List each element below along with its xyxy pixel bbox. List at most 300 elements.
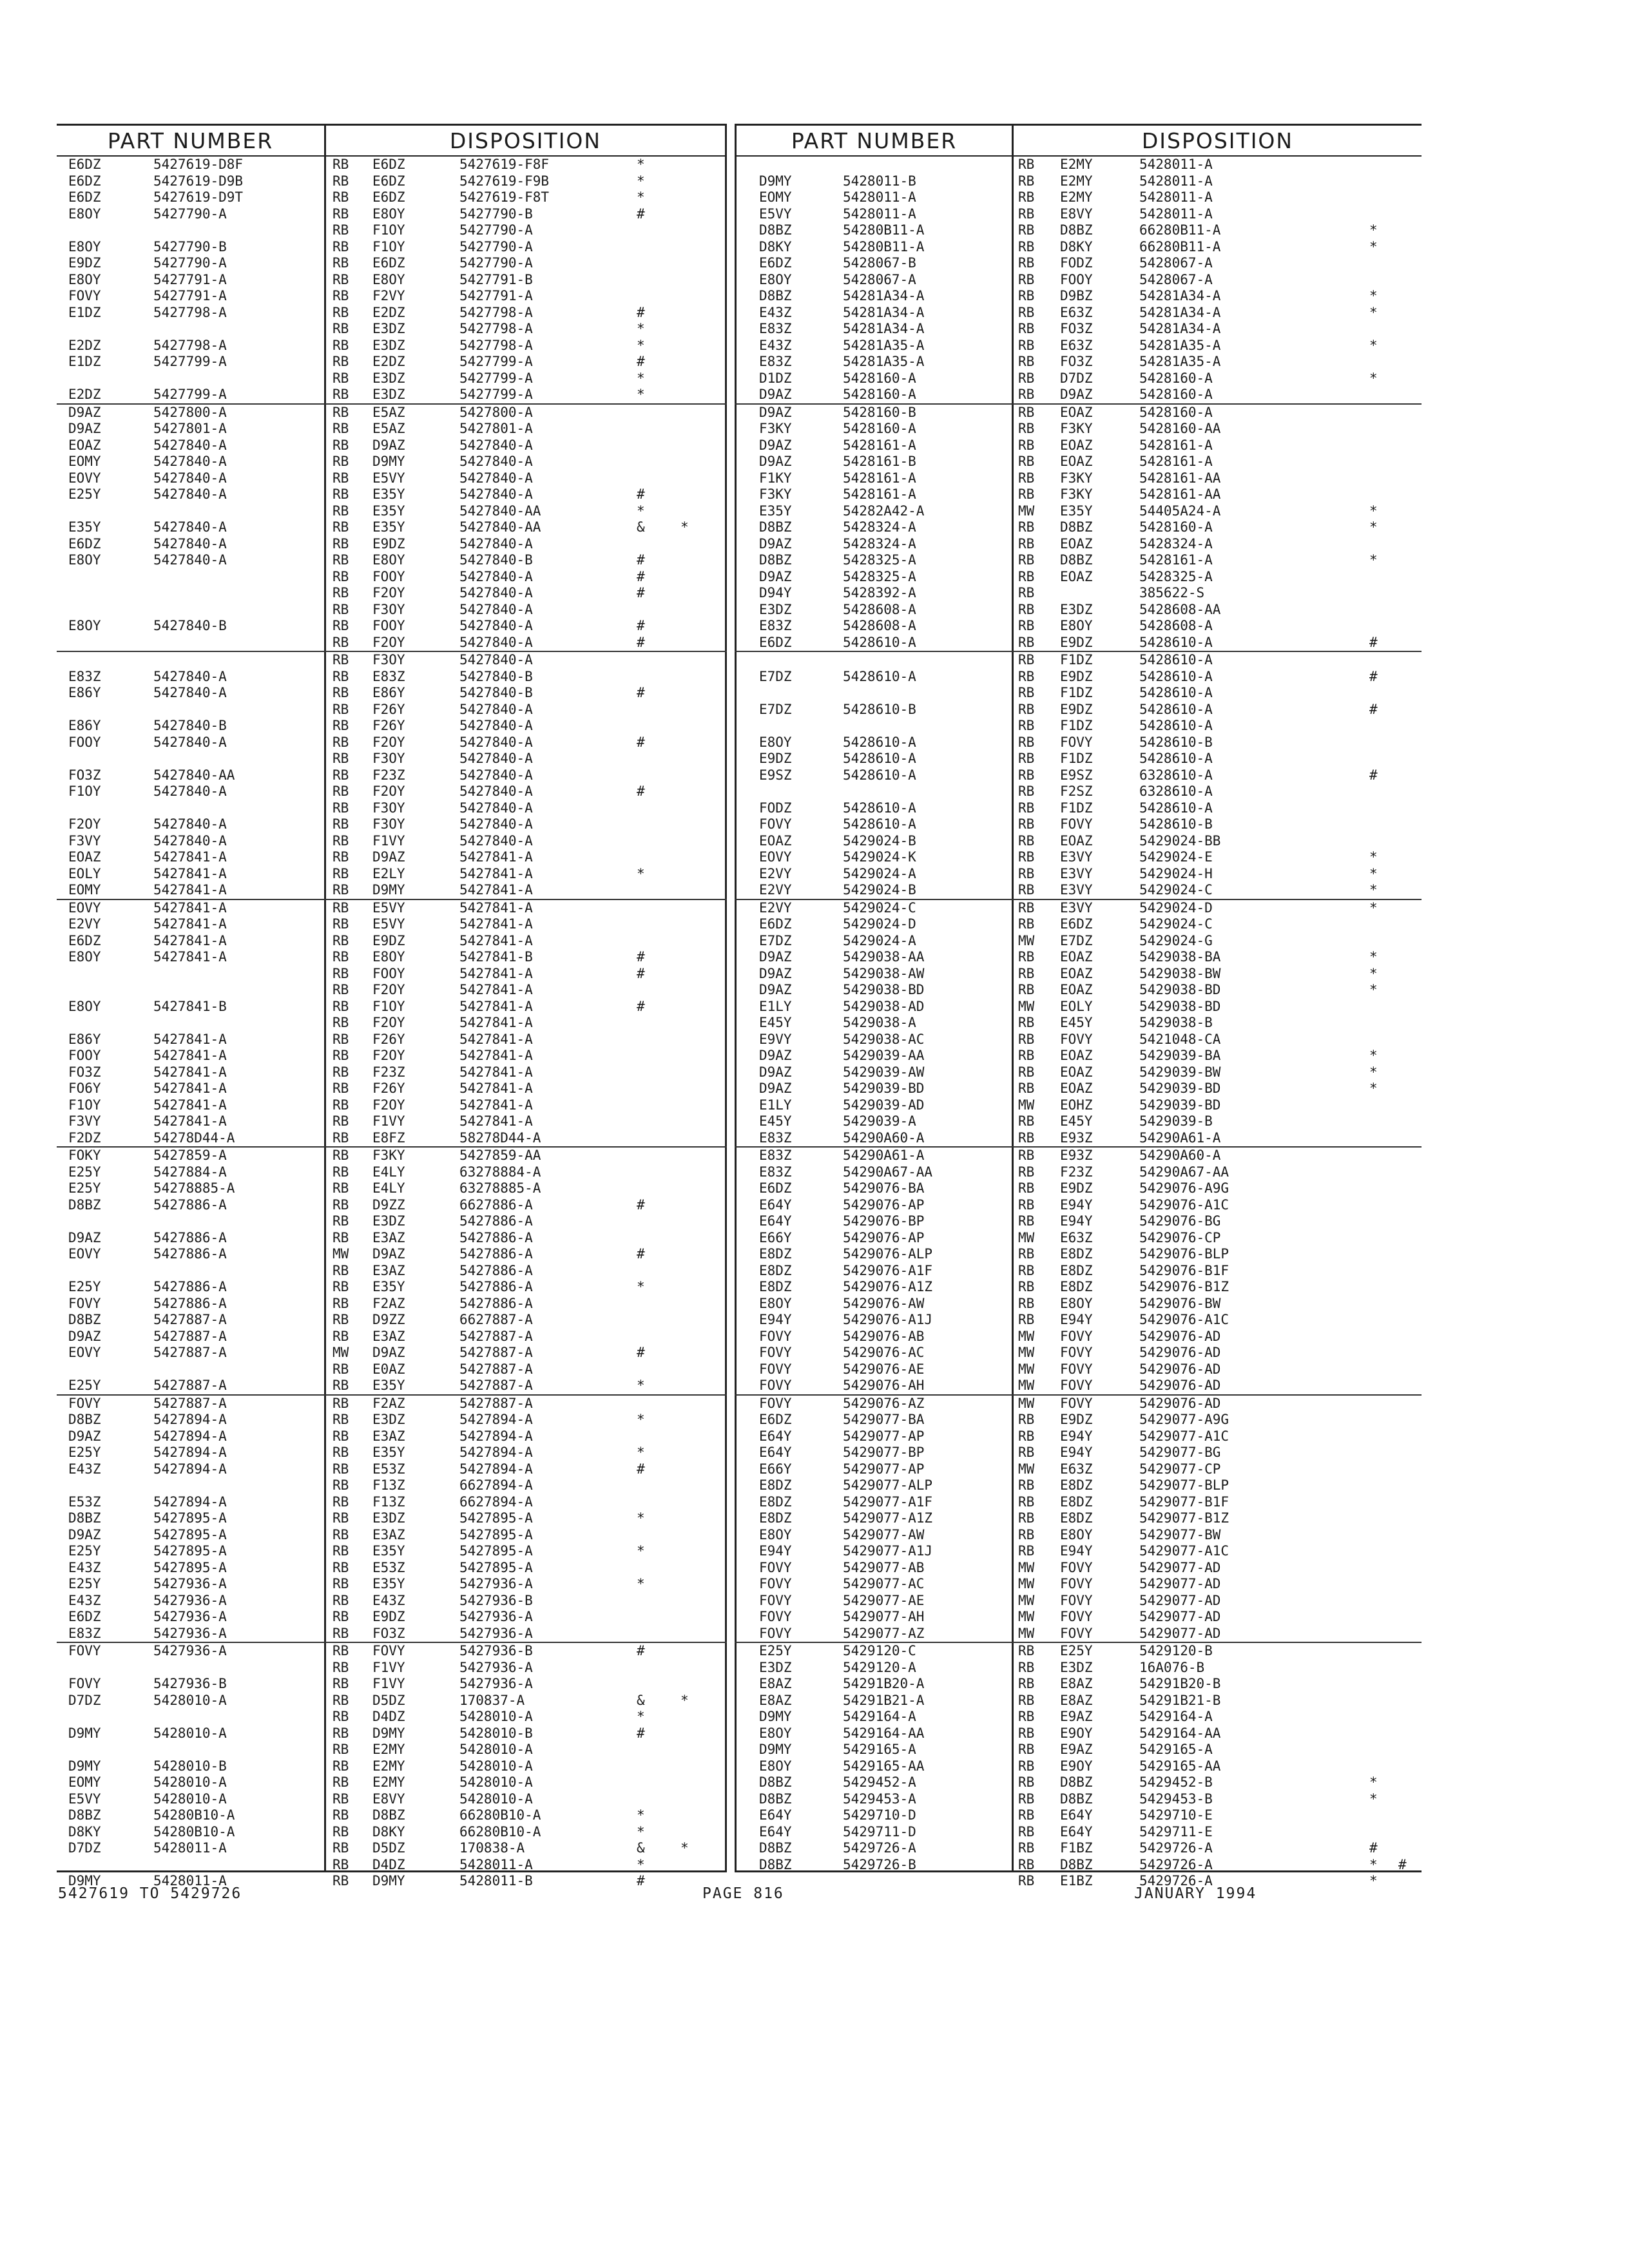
new-part-number: 5427840-A xyxy=(459,535,533,552)
disposition-code: RB xyxy=(333,1081,349,1096)
part-number: 5427841-A xyxy=(153,882,227,898)
part-number: 5429165-A xyxy=(843,1742,916,1757)
part-number: 5427790-A xyxy=(153,206,227,222)
table-row xyxy=(57,552,727,569)
part-number: 5427936-A xyxy=(153,1643,227,1658)
new-model-code: E7DZ xyxy=(1060,932,1093,948)
new-model-code: F3OY xyxy=(372,601,405,617)
table-row xyxy=(735,1824,1422,1841)
model-code: E6DZ xyxy=(68,189,101,205)
table-row xyxy=(735,882,1422,900)
part-number: 5428610-A xyxy=(843,816,916,832)
new-part-number: 54290A60-A xyxy=(1139,1148,1221,1163)
table-row xyxy=(57,387,727,405)
table-row xyxy=(57,1345,727,1361)
part-number: 5427841-A xyxy=(153,1031,227,1047)
new-part-number: 6627886-A xyxy=(459,1196,533,1213)
model-code: E8OY xyxy=(68,949,101,965)
part-number: 5428610-A xyxy=(843,734,916,750)
table-row xyxy=(735,173,1422,190)
table-row xyxy=(57,1791,727,1808)
part-number: 54280B11-A xyxy=(843,238,925,255)
new-part-number: 5428010-A xyxy=(459,1742,533,1757)
disposition-code: RB xyxy=(1018,849,1035,865)
disposition-code: RB xyxy=(1018,1709,1035,1724)
part-number: 5427791-A xyxy=(153,288,227,303)
new-part-number: 5428161-AA xyxy=(1139,470,1221,486)
disposition-code: RB xyxy=(1018,1312,1035,1327)
table-row xyxy=(57,1660,727,1677)
marker: # xyxy=(637,1643,645,1658)
new-part-number: 170838-A xyxy=(459,1840,525,1856)
disposition-code: RB xyxy=(333,189,349,205)
model-code: F1KY xyxy=(759,470,792,486)
table-row xyxy=(57,1081,727,1097)
part-number: 5427840-A xyxy=(153,519,227,535)
model-code: E8DZ xyxy=(759,1510,792,1526)
part-number: 5427841-A xyxy=(153,865,227,881)
part-number: 5428010-B xyxy=(153,1758,227,1774)
table-row xyxy=(57,1543,727,1560)
new-model-code: E8AZ xyxy=(1060,1692,1093,1708)
marker: # xyxy=(637,949,645,965)
new-model-code: E9DZ xyxy=(1060,668,1093,684)
disposition-code: RB xyxy=(333,1412,349,1427)
model-code: E6DZ xyxy=(68,157,101,172)
model-code: E83Z xyxy=(759,354,792,369)
marker: * xyxy=(680,1840,689,1856)
part-number-header: PART NUMBER xyxy=(57,127,324,157)
model-code: E64Y xyxy=(759,1428,792,1444)
new-part-number: 5429076-A1C xyxy=(1139,1196,1229,1213)
new-model-code: D8BZ xyxy=(1060,519,1093,535)
new-part-number: 5428161-A xyxy=(1139,454,1213,469)
new-model-code: E35Y xyxy=(372,1576,405,1591)
part-number: 5429077-AB xyxy=(843,1559,925,1575)
new-part-number: 5429076-AD xyxy=(1139,1378,1221,1393)
part-number: 5428160-A xyxy=(843,370,916,386)
model-code: D9MY xyxy=(68,1873,101,1888)
model-code: E6DZ xyxy=(68,1609,101,1624)
part-number: 5428010-A xyxy=(153,1774,227,1790)
table-row xyxy=(735,949,1422,966)
new-model-code: FOOY xyxy=(372,568,405,584)
new-model-code: D9MY xyxy=(372,882,405,898)
new-part-number: 5429024-H xyxy=(1139,865,1213,881)
marker: * xyxy=(680,519,689,535)
table-row xyxy=(57,1576,727,1593)
model-code: E8OY xyxy=(759,1295,792,1311)
new-model-code: E8OY xyxy=(372,271,405,287)
table-row xyxy=(57,833,727,850)
part-number: 5427840-B xyxy=(153,618,227,633)
disposition-code: MW xyxy=(1018,1345,1035,1360)
disposition-code: RB xyxy=(1018,1213,1035,1229)
new-model-code: FOOY xyxy=(372,618,405,633)
table-row xyxy=(57,1180,727,1197)
disposition-code: RB xyxy=(333,1113,349,1129)
new-part-number: 5427886-A xyxy=(459,1229,533,1245)
table-row xyxy=(57,1758,727,1775)
new-part-number: 5427840-A xyxy=(459,734,533,750)
marker: * xyxy=(1369,337,1378,353)
new-part-number: 54405A24-A xyxy=(1139,503,1221,519)
disposition-code: RB xyxy=(333,718,349,733)
part-number: 54280B10-A xyxy=(153,1823,235,1840)
model-code: E83Z xyxy=(68,1625,101,1641)
part-number: 5427936-A xyxy=(153,1592,227,1608)
marker: * xyxy=(637,865,645,881)
model-code: D8BZ xyxy=(68,1412,101,1427)
model-code: D8BZ xyxy=(68,1312,101,1327)
model-code: E45Y xyxy=(759,1113,792,1129)
new-model-code: E35Y xyxy=(372,1543,405,1559)
table-row xyxy=(735,437,1422,454)
model-code: EOMY xyxy=(68,1774,101,1790)
new-part-number: 5429024-C xyxy=(1139,916,1213,932)
table-row xyxy=(57,1709,727,1725)
disposition-code: RB xyxy=(333,882,349,898)
table-row xyxy=(57,652,727,669)
table-row xyxy=(735,1676,1422,1693)
model-code: E83Z xyxy=(759,1164,792,1180)
new-part-number: 5428010-A xyxy=(459,1791,533,1807)
part-number: 5429076-AZ xyxy=(843,1395,925,1411)
model-code: D9MY xyxy=(759,173,792,189)
new-part-number: 5429711-E xyxy=(1139,1823,1213,1840)
new-part-number: 5429024-G xyxy=(1139,932,1213,948)
new-model-code: E8OY xyxy=(372,949,405,965)
table-row xyxy=(57,421,727,437)
new-model-code: D5DZ xyxy=(372,1692,405,1708)
new-model-code: E3AZ xyxy=(372,1526,405,1542)
new-model-code: EOAZ xyxy=(1060,437,1093,453)
model-code: E25Y xyxy=(68,1164,101,1180)
disposition-code: RB xyxy=(333,865,349,881)
model-code: E25Y xyxy=(68,1279,101,1294)
marker: # xyxy=(1398,1856,1407,1872)
new-model-code: D9AZ xyxy=(372,437,405,453)
model-code: EOAZ xyxy=(68,437,101,453)
new-part-number: 5427894-A xyxy=(459,1445,533,1460)
new-model-code: FO3Z xyxy=(372,1625,405,1641)
disposition-code: RB xyxy=(1018,1279,1035,1294)
part-number: 54281A34-A xyxy=(843,304,925,320)
model-code: FOVY xyxy=(759,1345,792,1360)
new-model-code: E8AZ xyxy=(1060,1676,1093,1691)
disposition-code: RB xyxy=(333,519,349,535)
part-number: 5429077-A1F xyxy=(843,1494,933,1510)
part-number-header: PART NUMBER xyxy=(737,127,1012,157)
marker: * xyxy=(1369,1873,1378,1888)
disposition-code: RB xyxy=(1018,701,1035,717)
disposition-code: RB xyxy=(1018,916,1035,932)
new-model-code: E4LY xyxy=(372,1164,405,1180)
part-number: 5429039-AD xyxy=(843,1097,925,1113)
part-number: 5429711-D xyxy=(843,1823,916,1840)
part-number: 5429164-A xyxy=(843,1709,916,1724)
new-model-code: E2MY xyxy=(372,1774,405,1790)
new-model-code: E5VY xyxy=(372,899,405,916)
new-model-code: E8VY xyxy=(372,1791,405,1807)
table-row xyxy=(57,1246,727,1263)
disposition-code: RB xyxy=(333,1262,349,1278)
disposition-code: RB xyxy=(333,1807,349,1823)
part-number: 5429076-AB xyxy=(843,1328,925,1344)
disposition-code: RB xyxy=(1018,1807,1035,1823)
table-row xyxy=(735,470,1422,487)
marker: # xyxy=(637,783,645,799)
new-part-number: 5427840-A xyxy=(459,718,533,733)
model-code: E1LY xyxy=(759,998,792,1014)
table-row xyxy=(57,454,727,470)
new-part-number: 5429039-BA xyxy=(1139,1048,1221,1063)
part-number: 5429024-B xyxy=(843,832,916,849)
disposition-code: RB xyxy=(333,535,349,552)
table-row xyxy=(57,618,727,635)
new-model-code: F1DZ xyxy=(1060,685,1093,700)
new-model-code: FOVY xyxy=(1060,1378,1093,1393)
table-row xyxy=(57,1097,727,1114)
new-model-code: E3VY xyxy=(1060,849,1093,865)
new-model-code: E9DZ xyxy=(1060,701,1093,717)
new-part-number: 66280B11-A xyxy=(1139,222,1221,238)
new-model-code: F1VY xyxy=(372,1113,405,1129)
new-model-code: FOVY xyxy=(1060,1576,1093,1591)
marker: # xyxy=(1369,1840,1378,1856)
marker: # xyxy=(637,618,645,633)
new-part-number: 5428067-A xyxy=(1139,255,1213,271)
new-part-number: 5429039-B xyxy=(1139,1113,1213,1129)
publication-date: JANUARY 1994 xyxy=(1134,1885,1257,1902)
new-part-number: 5428610-A xyxy=(1139,668,1213,684)
disposition-code: RB xyxy=(333,783,349,799)
disposition-code: RB xyxy=(333,404,349,420)
model-code: D9AZ xyxy=(68,404,101,420)
model-code: E83Z xyxy=(68,668,101,684)
disposition-code: RB xyxy=(1018,421,1035,436)
new-part-number: 5428160-A xyxy=(1139,404,1213,420)
new-model-code: F2OY xyxy=(372,783,405,799)
table-row xyxy=(57,173,727,190)
new-part-number: 5429076-AD xyxy=(1139,1361,1221,1377)
disposition-code: RB xyxy=(333,321,349,336)
marker: * xyxy=(637,370,645,386)
model-code: FOVY xyxy=(759,816,792,832)
table-row xyxy=(57,1396,727,1412)
marker: * xyxy=(1369,1856,1378,1872)
part-number: 5427619-D9T xyxy=(153,189,244,205)
disposition-code: RB xyxy=(333,1676,349,1691)
disposition-code: RB xyxy=(1018,1742,1035,1757)
disposition-code: RB xyxy=(333,437,349,453)
new-part-number: 5427799-A xyxy=(459,354,533,369)
new-model-code: F3OY xyxy=(372,800,405,816)
new-model-code: E6DZ xyxy=(372,157,405,172)
new-part-number: 5427840-A xyxy=(459,783,533,799)
new-model-code: E3DZ xyxy=(1060,601,1093,617)
model-code: D9MY xyxy=(759,1742,792,1757)
disposition-code: RB xyxy=(333,1725,349,1741)
disposition-code: RB xyxy=(1018,1758,1035,1774)
marker: # xyxy=(637,734,645,750)
disposition-code: RB xyxy=(1018,816,1035,832)
part-number: 5429077-A1Z xyxy=(843,1510,933,1526)
part-number: 5429076-AC xyxy=(843,1345,925,1360)
model-code: D9AZ xyxy=(68,1526,101,1542)
new-model-code: FO3Z xyxy=(1060,354,1093,369)
disposition-code: RB xyxy=(333,1148,349,1163)
new-part-number: 6627887-A xyxy=(459,1312,533,1327)
table-row xyxy=(735,1180,1422,1197)
model-code: D9AZ xyxy=(759,982,792,997)
new-model-code: E94Y xyxy=(1060,1445,1093,1460)
part-number: 5429453-A xyxy=(843,1791,916,1807)
part-number: 5427799-A xyxy=(153,387,227,402)
model-code: EOVY xyxy=(68,470,101,486)
table-row xyxy=(735,1543,1422,1560)
part-number: 5429077-AC xyxy=(843,1576,925,1591)
marker: * xyxy=(1369,1774,1378,1790)
new-part-number: 5429726-A xyxy=(1139,1873,1213,1888)
new-model-code: E43Z xyxy=(372,1592,405,1608)
table-row xyxy=(735,635,1422,653)
new-model-code: E1BZ xyxy=(1060,1873,1093,1888)
left-panel xyxy=(57,124,727,1888)
new-model-code: E25Y xyxy=(1060,1643,1093,1658)
table-row xyxy=(735,1345,1422,1361)
marker: # xyxy=(637,685,645,700)
new-part-number: 5427887-A xyxy=(459,1378,533,1393)
new-model-code: FOVY xyxy=(1060,816,1093,832)
new-part-number: 5427841-A xyxy=(459,1113,533,1129)
disposition-code: MW xyxy=(1018,503,1035,519)
table-row xyxy=(57,1064,727,1081)
new-model-code: E94Y xyxy=(1060,1312,1093,1327)
model-code: F2DZ xyxy=(68,1129,101,1146)
table-row xyxy=(57,635,727,653)
disposition-code: RB xyxy=(1018,222,1035,238)
new-model-code: E93Z xyxy=(1060,1129,1093,1146)
part-number: 5427801-A xyxy=(153,421,227,436)
table-row xyxy=(57,585,727,602)
new-part-number: 5429165-AA xyxy=(1139,1758,1221,1774)
new-model-code: E2DZ xyxy=(372,354,405,369)
marker: * xyxy=(637,1412,645,1427)
new-model-code: E9DZ xyxy=(372,932,405,948)
disposition-code: RB xyxy=(333,965,349,981)
model-code: E8OY xyxy=(68,998,101,1014)
new-part-number: 5427936-A xyxy=(459,1576,533,1591)
model-code: FOVY xyxy=(68,1395,101,1411)
table-row xyxy=(57,1676,727,1693)
new-part-number: 5427841-A xyxy=(459,1031,533,1047)
model-code: E7DZ xyxy=(759,701,792,717)
new-model-code: E9DZ xyxy=(1060,634,1093,650)
marker: # xyxy=(637,585,645,601)
disposition-code: RB xyxy=(333,1758,349,1774)
new-part-number: 5427840-B xyxy=(459,552,533,568)
model-code: EOVY xyxy=(68,899,101,916)
table-row xyxy=(57,1742,727,1758)
new-part-number: 5428011-A xyxy=(1139,157,1213,172)
new-model-code: FOVY xyxy=(1060,1345,1093,1360)
part-number: 5427790-B xyxy=(153,238,227,255)
part-number: 5428324-A xyxy=(843,519,916,535)
disposition-code: RB xyxy=(1018,1791,1035,1807)
disposition-code: RB xyxy=(1018,1180,1035,1196)
disposition-code: RB xyxy=(1018,321,1035,336)
disposition-code: RB xyxy=(333,157,349,172)
table-row xyxy=(735,1477,1422,1494)
new-part-number: 5427840-AA xyxy=(459,519,541,535)
disposition-code: RB xyxy=(1018,470,1035,486)
marker: # xyxy=(637,1461,645,1477)
new-part-number: 5427841-A xyxy=(459,998,533,1014)
disposition-code: RB xyxy=(1018,1526,1035,1542)
new-model-code: F2VY xyxy=(372,288,405,303)
table-row xyxy=(735,1609,1422,1626)
new-part-number: 5427840-A xyxy=(459,618,533,633)
marker: * xyxy=(637,387,645,402)
new-model-code: E93Z xyxy=(1060,1148,1093,1163)
new-model-code: F1VY xyxy=(372,1659,405,1675)
disposition-code: RB xyxy=(1018,1494,1035,1510)
part-number: 5429076-ALP xyxy=(843,1246,933,1262)
table-row xyxy=(57,900,727,917)
disposition-code: RB xyxy=(1018,173,1035,189)
marker: * xyxy=(637,1510,645,1526)
model-code: D9AZ xyxy=(68,1229,101,1245)
model-code: E1DZ xyxy=(68,354,101,369)
table-row xyxy=(735,1396,1422,1412)
table-row xyxy=(57,405,727,421)
model-code: E8DZ xyxy=(759,1246,792,1262)
new-part-number: 5429076-BLP xyxy=(1139,1246,1229,1262)
new-model-code: E2MY xyxy=(1060,189,1093,205)
new-model-code: F2OY xyxy=(372,1097,405,1113)
table-row xyxy=(735,1081,1422,1097)
table-row xyxy=(735,454,1422,470)
part-number: 5429076-A1J xyxy=(843,1312,933,1327)
disposition-code: MW xyxy=(333,1345,349,1360)
table-row xyxy=(57,685,727,702)
new-model-code: F3OY xyxy=(372,751,405,766)
new-model-code: E3DZ xyxy=(372,370,405,386)
new-part-number: 5428161-AA xyxy=(1139,486,1221,502)
new-part-number: 5428160-A xyxy=(1139,387,1213,402)
marker: * xyxy=(1369,222,1378,238)
model-code: E8OY xyxy=(759,271,792,287)
model-code: D8BZ xyxy=(759,1856,792,1872)
new-part-number: 5428608-AA xyxy=(1139,601,1221,617)
marker: * xyxy=(1369,238,1378,255)
model-code: E2VY xyxy=(759,865,792,881)
marker: * xyxy=(1369,1081,1378,1096)
new-model-code: E2LY xyxy=(372,865,405,881)
new-model-code: E9OY xyxy=(1060,1758,1093,1774)
new-model-code: E8DZ xyxy=(1060,1477,1093,1493)
disposition-code: RB xyxy=(333,1709,349,1724)
new-part-number: 5428610-B xyxy=(1139,816,1213,832)
model-code: EOVY xyxy=(759,849,792,865)
model-code: D8BZ xyxy=(68,1807,101,1823)
new-model-code: E2MY xyxy=(1060,173,1093,189)
new-part-number: 5429077-BG xyxy=(1139,1445,1221,1460)
table-row xyxy=(57,1725,727,1742)
table-row xyxy=(57,338,727,354)
model-code: FOVY xyxy=(759,1559,792,1575)
